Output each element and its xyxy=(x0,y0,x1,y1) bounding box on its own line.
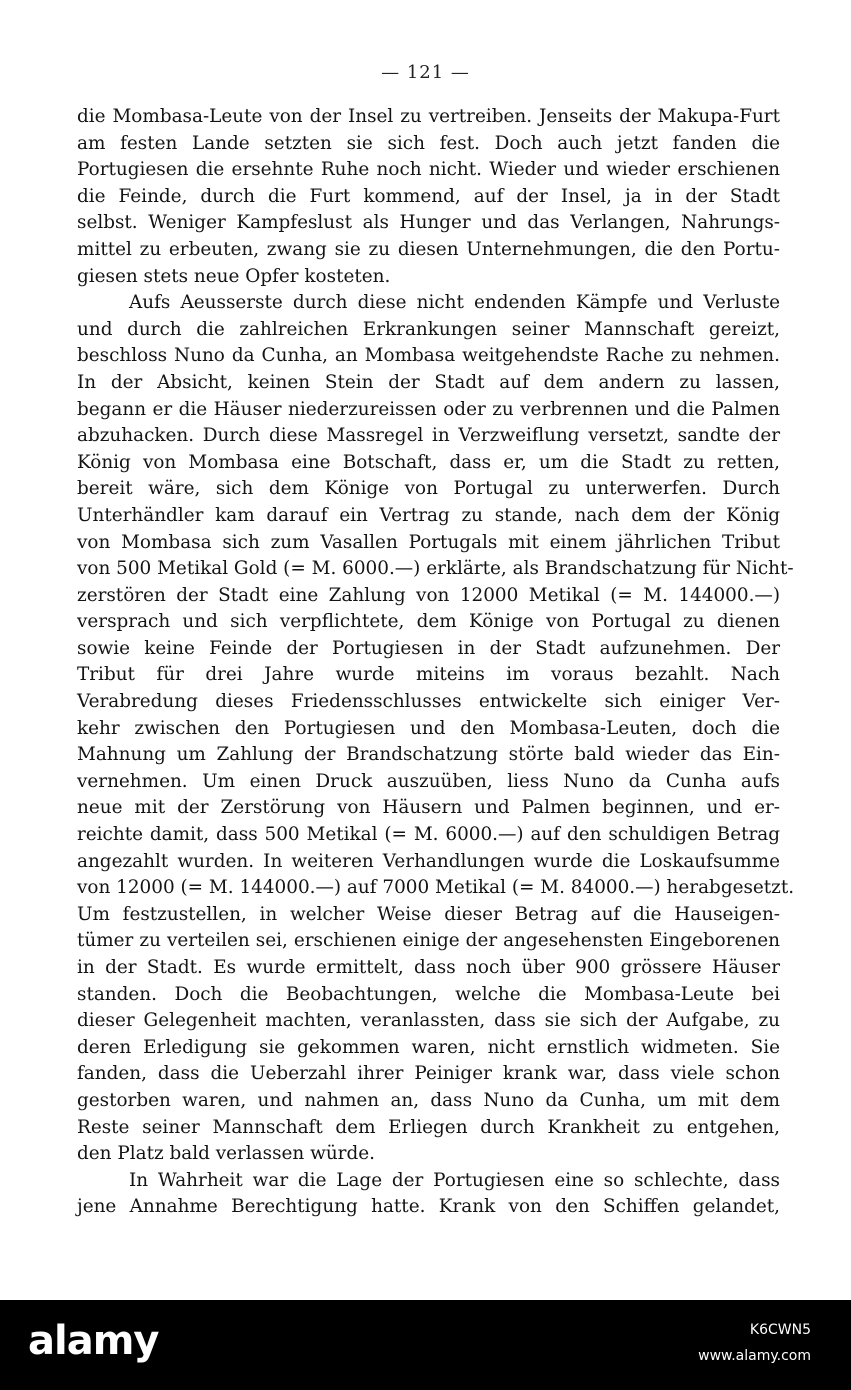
text-line: jene Annahme Berechtigung hatte. Krank von den Schiffen gelandet, xyxy=(77,1196,780,1218)
text-line: In der Absicht, keinen Stein der Stadt auf dem andern zu lassen, xyxy=(77,371,780,393)
text-line: neue mit der Zerstörung von Häusern und Palmen beginnen, und er- xyxy=(77,797,780,819)
text-line: Aufs Aeusserste durch diese nicht endenden Kämpfe und Verluste xyxy=(129,292,780,314)
text-line: begann er die Häuser niederzureissen oder zu verbrennen und die Palmen xyxy=(77,398,780,420)
text-line: tümer zu verteilen sei, erschienen einige der angesehensten Eingeborenen xyxy=(77,930,780,952)
text-line: versprach und sich verpflichtete, dem Könige von Portugal zu dienen xyxy=(77,611,780,633)
text-line: die Mombasa-Leute von der Insel zu vertreiben. Jenseits der Makupa-Furt xyxy=(77,106,780,127)
text-line: Mahnung um Zahlung der Brandschatzung störte bald wieder das Ein- xyxy=(77,744,780,766)
text-line: von 500 Metikal Gold (= M. 6000.—) erklärte, als Brandschatzung für Nicht- xyxy=(77,558,794,580)
text-line: Um festzustellen, in welcher Weise dieser Betrag auf die Hauseigen- xyxy=(77,903,780,925)
text-line: Verabredung dieses Friedensschlusses entwickelte sich einiger Ver- xyxy=(77,691,780,713)
text-line: am festen Lande setzten sie sich fest. Doch auch jetzt fanden die xyxy=(77,132,780,154)
text-line: abzuhacken. Durch diese Massregel in Verzweiflung versetzt, sandte der xyxy=(77,425,780,447)
text-line: und durch die zahlreichen Erkrankungen seiner Mannschaft gereizt, xyxy=(77,318,780,340)
watermark-footer xyxy=(0,1300,851,1390)
text-line: Reste seiner Mannschaft dem Erliegen durch Krankheit zu entgehen, xyxy=(77,1116,780,1138)
text-line: selbst. Weniger Kampfeslust als Hunger und das Verlangen, Nahrungs- xyxy=(77,212,780,234)
text-line: mittel zu erbeuten, zwang sie zu diesen Unternehmungen, die den Portu- xyxy=(77,238,780,260)
text-line: König von Mombasa eine Botschaft, dass er, um die Stadt zu retten, xyxy=(77,451,780,473)
text-line: fanden, dass die Ueberzahl ihrer Peiniger krank war, dass viele schon xyxy=(77,1063,780,1085)
text-line: den Platz bald verlassen würde. xyxy=(77,1143,375,1165)
text-line: vernehmen. Um einen Druck auszuüben, liess Nuno da Cunha aufs xyxy=(77,770,780,792)
text-line: bereit wäre, sich dem Könige von Portugal zu unterwerfen. Durch xyxy=(77,478,780,500)
text-line: giesen stets neue Opfer kosteten. xyxy=(77,265,391,287)
text-line: von 12000 (= M. 144000.—) auf 7000 Metikal (= M. 84000.—) herabgesetzt. xyxy=(77,877,795,899)
text-line: dieser Gelegenheit machten, veranlassten, dass sie sich der Aufgabe, zu xyxy=(77,1010,780,1032)
image-id: K6CWN5 xyxy=(749,1322,811,1338)
text-line: deren Erledigung sie gekommen waren, nicht ernstlich widmeten. Sie xyxy=(77,1036,780,1058)
text-line: in der Stadt. Es wurde ermittelt, dass noch über 900 grössere Häuser xyxy=(77,957,780,978)
text-line: von Mombasa sich zum Vasallen Portugals mit einem jährlichen Tribut xyxy=(77,531,780,553)
text-line: gestorben waren, und nahmen an, dass Nuno da Cunha, um mit dem xyxy=(77,1089,780,1111)
page-number: — 121 — xyxy=(381,62,470,83)
text-line: In Wahrheit war die Lage der Portugiesen eine so schlechte, dass xyxy=(129,1169,780,1191)
footer-url: www.alamy.com xyxy=(698,1348,811,1364)
text-line: angezahlt wurden. In weiteren Verhandlungen wurde die Loskaufsumme xyxy=(77,850,780,872)
text-line: beschloss Nuno da Cunha, an Mombasa weitgehendste Rache zu nehmen. xyxy=(77,345,780,367)
text-line: Unterhändler kam darauf ein Vertrag zu stande, nach dem der König xyxy=(77,504,780,526)
text-line: die Feinde, durch die Furt kommend, auf der Insel, ja in der Stadt xyxy=(77,185,780,207)
body-text xyxy=(77,104,795,1221)
text-line: sowie keine Feinde der Portugiesen in der Stadt aufzunehmen. Der xyxy=(77,637,780,659)
text-line: kehr zwischen den Portugiesen und den Mombasa-Leuten, doch die xyxy=(77,717,780,739)
text-line: zerstören der Stadt eine Zahlung von 12000 Metikal (= M. 144000.—) xyxy=(77,584,780,606)
text-line: reichte damit, dass 500 Metikal (= M. 6000.—) auf den schuldigen Betrag xyxy=(77,824,780,846)
alamy-logo: alamy xyxy=(28,1318,159,1364)
text-line: Portugiesen die ersehnte Ruhe noch nicht. Wieder und wieder erschienen xyxy=(77,159,780,181)
text-line: standen. Doch die Beobachtungen, welche die Mombasa-Leute bei xyxy=(77,983,780,1005)
text-line: Tribut für drei Jahre wurde miteins im voraus bezahlt. Nach xyxy=(77,664,780,686)
